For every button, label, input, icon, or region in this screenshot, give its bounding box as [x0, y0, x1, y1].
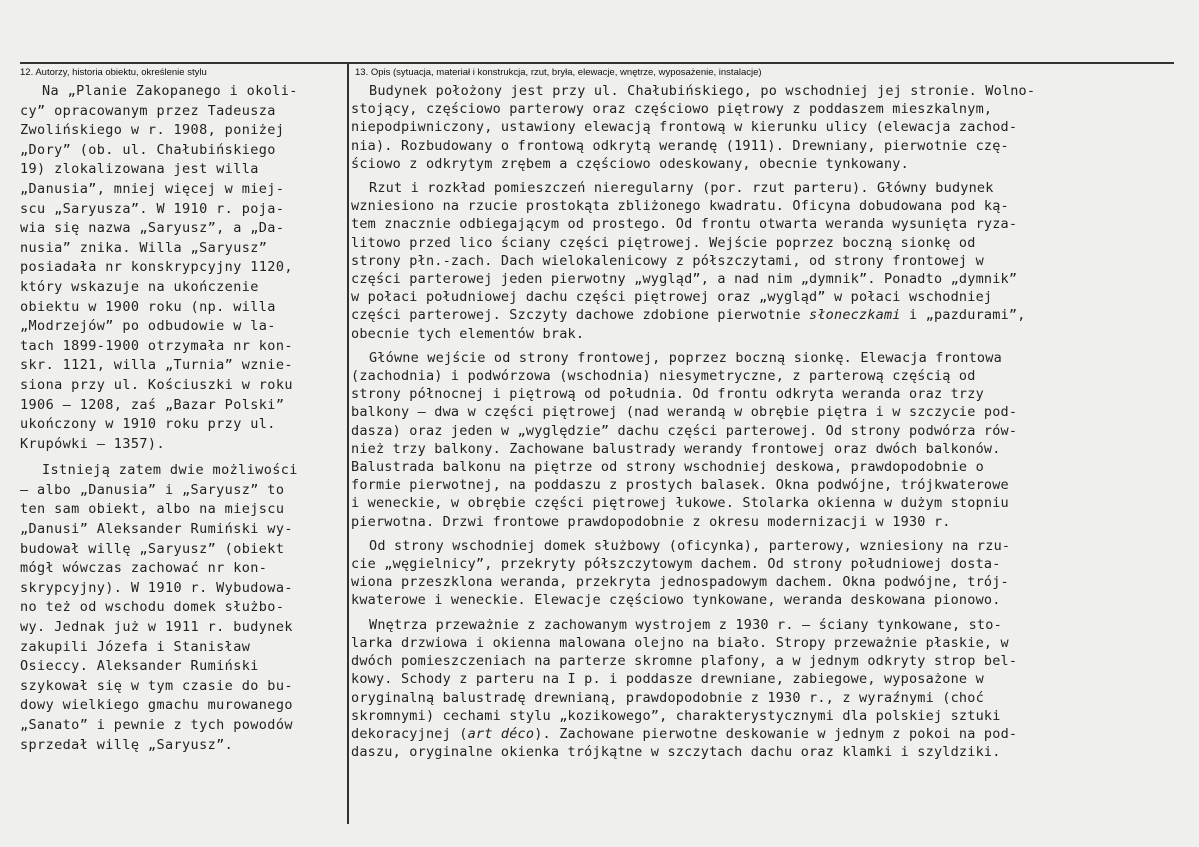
right-paragraph-1 — [351, 82, 1174, 173]
history-column — [20, 82, 345, 822]
right-paragraph-3 — [351, 349, 1174, 531]
text-line: siona przy ul. Kościuszki w roku — [20, 376, 293, 393]
text-line: „Modrzejów” po odbudowie w la- — [20, 318, 276, 335]
text-line: „Danusia”, mniej więcej w miej- — [20, 180, 285, 197]
text-line: i weneckie, w obrębie części piętrowej łukowe. Stolarka okienna w dużym stopniu — [351, 495, 1009, 512]
text-line: „Sanato” i pewnie z tych powodów — [20, 717, 293, 733]
text-line: cy” opracowanym przez Tadeusza — [20, 102, 276, 119]
left-paragraph-2 — [20, 461, 345, 755]
text-line: larka drzwiowa i okienna malowana olejno na biało. Stropy przeważnie płaskie, w — [351, 634, 1009, 651]
right-column-header: 13. Opis (sytuacja, materiał i konstrukcja, rzut, bryła, elewacje, wnętrze, wyposażenie, instalacje) — [355, 67, 762, 78]
text-line: części parterowej jeden pierwotny „wygląd”, a nad nim „dymnik”. Ponadto „dymnik” — [351, 271, 1018, 288]
text-line: tach 1899-1900 otrzymała nr kon- — [20, 337, 293, 354]
text-line: formie pierwotnej, na poddaszu z prostych balasek. Okna podwójne, trójkwaterowe — [351, 477, 1009, 494]
text-line: wiona przeszklona weranda, przekryta jednospadowym dachem. Okna podwójne, trój- — [351, 574, 1009, 591]
text-line: skr. 1121, willa „Turnia” wznie- — [20, 357, 293, 374]
text-line: no też od wschodu domek służbo- — [20, 599, 285, 616]
text-line: cie „węgielnicy”, przekryty półszczytowym dachem. Od strony południowej dosta- — [351, 556, 1001, 573]
text-line: Na „Planie Zakopanego i okoli- — [42, 83, 298, 99]
text-line: Osieccy. Aleksander Rumiński — [20, 658, 259, 675]
text-line: ściowo z odkrytym zrębem a częściowo odeskowany, obecnie tynkowany. — [351, 155, 909, 172]
left-column-header: 12. Autorzy, historia obiektu, określenie stylu — [20, 67, 207, 78]
text-line: który wskazuje na ukończenie — [20, 278, 259, 295]
text-line: zakupili Józefa i Stanisław — [20, 638, 251, 655]
text-line: Zwolińskiego w r. 1908, poniżej — [20, 122, 285, 139]
right-paragraph-5 — [351, 616, 1174, 762]
column-divider — [347, 62, 349, 824]
right-paragraph-4 — [351, 537, 1174, 610]
text-line: obecnie tych elementów brak. — [351, 325, 585, 342]
description-column — [351, 82, 1174, 822]
text-line: budował willę „Saryusz” (obiekt — [20, 540, 285, 557]
text-line: tem znacznie odbiegającym od prostego. Od frontu otwarta weranda wysunięta ryza- — [351, 216, 1018, 233]
top-rule — [20, 62, 1174, 64]
text-line: scu „Saryusza”. W 1910 r. poja- — [20, 200, 285, 217]
text-line: posiadała nr konskrypcyjny 1120, — [20, 259, 293, 276]
text-line: balkony – dwa w części piętrowej (nad werandą w obrębie piętra i w szczycie pod- — [351, 404, 1018, 421]
text-line: „Danusi” Aleksander Rumiński wy- — [20, 521, 293, 538]
right-paragraph-2 — [351, 179, 1174, 343]
text-line: dekoracyjnej (art déco). Zachowane pierwotne deskowanie w jednym z pokoi na pod- — [351, 725, 1018, 742]
text-line: strony płn.-zach. Dach wielokalenicowy z półszczytami, od strony frontowej w — [351, 252, 984, 269]
left-paragraph-1 — [20, 82, 345, 454]
text-line: Rzut i rozkład pomieszczeń nieregularny (por. rzut parteru). Główny budynek — [369, 180, 994, 197]
text-line: szykował się w tym czasie do bu- — [20, 677, 293, 694]
inventory-card-sheet — [20, 62, 1174, 824]
text-line: „Dory” (ob. ul. Chałubińskiego — [20, 141, 276, 158]
text-line: nusia” znika. Willa „Saryusz” — [20, 239, 268, 256]
text-line: kowy. Schody z parteru na I p. i poddasze drewniane, zabiegowe, wyposażone w — [351, 671, 984, 688]
text-line: nież trzy balkony. Zachowane balustrady werandy frontowej oraz dwóch balkonów. — [351, 440, 1001, 457]
text-line: daszu, oryginalne okienka trójkątne w szczytach dachu oraz klamki i szyldziki. — [351, 744, 1001, 761]
paragraph-gap — [20, 454, 345, 461]
text-line: części parterowej. Szczyty dachowe zdobione pierwotnie słoneczkami i „pazdurami”, — [351, 307, 1026, 324]
text-line: wzniesiono na rzucie prostokąta zbliżonego kwadratu. Oficyna dobudowana pod ką- — [351, 198, 1009, 215]
text-line: wia się nazwa „Saryusz”, a „Da- — [20, 220, 285, 237]
text-line: – albo „Danusia” i „Saryusz” to — [20, 481, 285, 498]
text-line: obiektu w 1900 roku (np. willa — [20, 298, 276, 315]
text-line: Główne wejście od strony frontowej, poprzez boczną sionkę. Elewacja frontowa — [369, 349, 1002, 366]
text-line: 1906 – 1208, zaś „Bazar Polski” — [20, 396, 285, 413]
text-line: skromnymi) cechami stylu „kozikowego”, charakterystycznymi dla polskiej sztuki — [351, 707, 1001, 724]
text-line: Wnętrza przeważnie z zachowanym wystrojem z 1930 r. – ściany tynkowane, sto- — [369, 616, 1002, 633]
text-line: 19) zlokalizowana jest willa — [20, 161, 259, 178]
text-line: wy. Jednak już w 1911 r. budynek — [20, 619, 293, 636]
text-line: niepodpiwniczony, ustawiony elewacją frontową w kierunku ulicy (elewacja zachod- — [351, 119, 1018, 136]
text-line: (zachodnia) i podwórzowa (wschodnia) niesymetryczne, z parterową częścią od — [351, 368, 976, 385]
text-line: Krupówki – 1357). — [20, 435, 165, 452]
text-line: strony północnej i piętrową od południa. Od frontu odkryta weranda oraz trzy — [351, 386, 984, 403]
text-line: w połaci południowej dachu części piętrowej oraz „wygląd” w połaci wschodniej — [351, 289, 993, 306]
text-line: pierwotna. Drzwi frontowe prawdopodobnie z okresu modernizacji w 1930 r. — [351, 513, 951, 530]
text-line: oryginalną balustradę drewnianą, prawdopodobnie z 1930 r., z wyraźnymi (choć — [351, 689, 984, 706]
text-line: mógł wówczas zachować nr kon- — [20, 560, 268, 577]
text-line: dwóch pomieszczeniach na parterze skromne plafony, a w jednym odkryty strop bel- — [351, 653, 1018, 670]
text-line: sprzedał willę „Saryusz”. — [20, 736, 234, 753]
text-line: nia). Rozbudowany o frontową odkrytą werandę (1911). Drewniany, pierwotnie czę- — [351, 137, 1009, 154]
text-line: dasza) oraz jeden w „wyględzie” dachu części parterowej. Od strony podwórza rów- — [351, 422, 1018, 439]
text-line: Budynek położony jest przy ul. Chałubińskiego, po wschodniej jej stronie. Wolno- — [369, 83, 1036, 99]
text-line: skrypcyjny). W 1910 r. Wybudowa- — [20, 579, 293, 596]
text-line: litowo przed lico ściany części piętrowej. Wejście poprzez boczną sionkę od — [351, 234, 976, 251]
text-line: stojący, częściowo parterowy oraz częściowo piętrowy z poddaszem mieszkalnym, — [351, 101, 993, 118]
text-line: ten sam obiekt, albo na miejscu — [20, 501, 285, 518]
text-line: Istnieją zatem dwie możliwości — [42, 462, 298, 479]
text-line: Balustrada balkonu na piętrze od strony wschodniej deskowa, prawdopodobnie o — [351, 459, 984, 476]
text-line: dowy wielkiego gmachu murowanego — [20, 697, 293, 714]
text-line: ukończony w 1910 roku przy ul. — [20, 416, 276, 433]
text-line: Od strony wschodniej domek służbowy (oficynka), parterowy, wzniesiony na rzu- — [369, 537, 1011, 554]
text-line: kwaterowe i weneckie. Elewacje częściowo tynkowane, weranda deskowana pionowo. — [351, 592, 1001, 609]
